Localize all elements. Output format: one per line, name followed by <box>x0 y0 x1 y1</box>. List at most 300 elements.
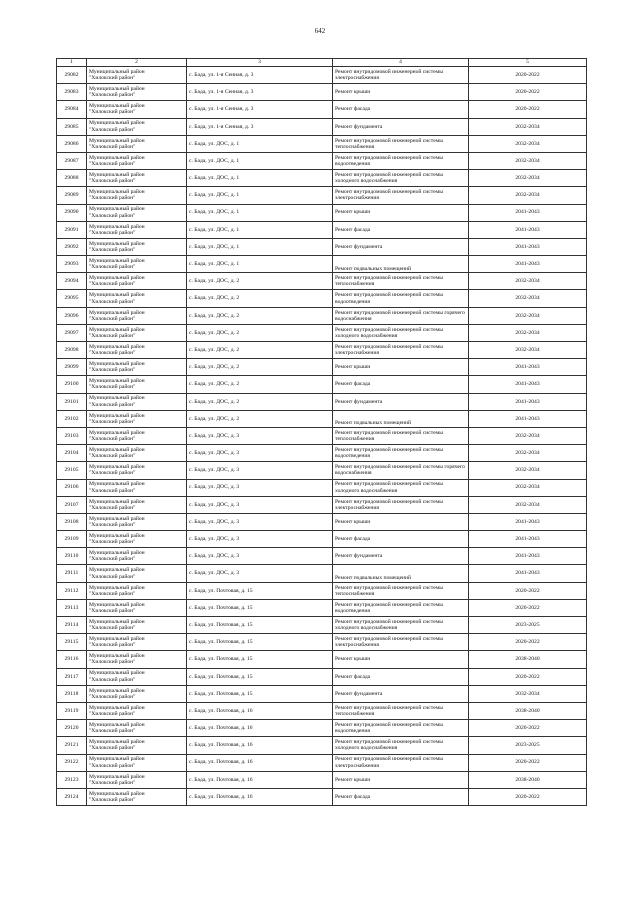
municipality-text: Муниципальный район "Хилокский район" <box>89 412 145 425</box>
period-cell <box>469 187 587 204</box>
column-header-5: 5 <box>469 59 587 67</box>
work-type-text: Ремонт внутридомовой инженерной системы водоотведения <box>335 447 443 460</box>
period-text: 2041-2043 <box>515 209 540 216</box>
address-text: с. Бада, ул. Почтовая, д. 16 <box>189 793 253 800</box>
municipality-text: Муниципальный район "Хилокский район" <box>89 137 145 150</box>
address-text: с. Бада, ул. Почтовая, д. 16 <box>189 776 253 783</box>
address-text: с. Бада, ул. ДОС, д. 1 <box>189 192 240 199</box>
address-cell <box>187 238 333 255</box>
row-number-text: 29123 <box>64 776 79 783</box>
table-row <box>57 187 587 204</box>
row-number-cell <box>57 273 87 290</box>
work-type-cell <box>333 445 469 462</box>
period-cell <box>469 238 587 255</box>
address-cell <box>187 548 333 565</box>
row-number-cell <box>57 427 87 444</box>
municipality-cell <box>87 479 187 496</box>
period-text: 2041-2043 <box>515 381 540 388</box>
period-text: 2020-2022 <box>515 89 540 96</box>
row-number-cell <box>57 204 87 221</box>
work-type-text: Ремонт внутридомовой инженерной системы теплоснабжения <box>335 275 443 288</box>
row-number-text: 29093 <box>64 261 79 268</box>
row-number-cell <box>57 307 87 324</box>
period-cell <box>469 170 587 187</box>
municipality-cell <box>87 67 187 84</box>
municipality-text: Муниципальный район "Хилокский район" <box>89 550 145 563</box>
row-number-text: 29119 <box>64 707 79 714</box>
row-number-text: 29109 <box>64 536 79 543</box>
table-row <box>57 410 587 427</box>
address-cell <box>187 256 333 273</box>
work-type-text: Ремонт фундамента <box>335 123 383 130</box>
period-text: 2032-2034 <box>515 123 540 130</box>
municipality-text: Муниципальный район "Хилокский район" <box>89 189 145 202</box>
work-type-cell <box>333 307 469 324</box>
row-number-text: 29117 <box>64 673 79 680</box>
row-number-cell <box>57 221 87 238</box>
work-type-text: Ремонт внутридомовой инженерной системы теплоснабжения <box>335 584 443 597</box>
row-number-cell <box>57 152 87 169</box>
municipality-text: Муниципальный район "Хилокский район" <box>89 481 145 494</box>
table-row <box>57 118 587 135</box>
address-cell <box>187 445 333 462</box>
address-cell <box>187 737 333 754</box>
address-text: с. Бада, ул. ДОС, д. 3 <box>189 501 240 508</box>
row-number-text: 29111 <box>64 570 79 577</box>
table-row <box>57 479 587 496</box>
period-cell <box>469 565 587 582</box>
address-cell <box>187 221 333 238</box>
address-cell <box>187 754 333 771</box>
work-type-cell <box>333 152 469 169</box>
period-text: 2041-2043 <box>515 518 540 525</box>
address-text: с. Бада, ул. ДОС, д. 2 <box>189 415 240 422</box>
municipality-text: Муниципальный район "Хилокский район" <box>89 790 145 803</box>
table-row <box>57 152 587 169</box>
municipality-text: Муниципальный район "Хилокский район" <box>89 653 145 666</box>
row-number-cell <box>57 256 87 273</box>
row-number-text: 29122 <box>64 759 79 766</box>
work-type-cell <box>333 427 469 444</box>
period-text: 2032-2034 <box>515 312 540 319</box>
period-cell <box>469 617 587 634</box>
period-cell <box>469 445 587 462</box>
address-cell <box>187 290 333 307</box>
address-text: с. Бада, ул. ДОС, д. 3 <box>189 484 240 491</box>
address-text: с. Бада, ул. Почтовая, д. 15 <box>189 656 253 663</box>
row-number-text: 29097 <box>64 329 79 336</box>
work-type-cell <box>333 393 469 410</box>
work-type-text: Ремонт внутридомовой инженерной системы водоотведения <box>335 154 443 168</box>
work-type-cell <box>333 376 469 393</box>
period-cell <box>469 273 587 290</box>
row-number-cell <box>57 376 87 393</box>
address-text: с. Бада, ул. ДОС, д. 1 <box>189 226 240 233</box>
work-type-text: Ремонт подвальных помещений <box>335 574 412 581</box>
work-type-text: Ремонт крыши <box>335 776 371 783</box>
municipality-cell <box>87 617 187 634</box>
row-number-text: 29120 <box>64 725 79 732</box>
period-cell <box>469 462 587 479</box>
municipality-text: Муниципальный район "Хилокский район" <box>89 464 145 477</box>
work-type-text: Ремонт внутридомовой инженерной системы теплоснабжения <box>335 704 443 718</box>
row-number-text: 29099 <box>64 364 79 371</box>
municipality-text: Муниципальный район "Хилокский район" <box>89 756 145 769</box>
address-cell <box>187 204 333 221</box>
work-type-text: Ремонт фасада <box>335 536 371 543</box>
period-text: 2032-2034 <box>515 278 540 285</box>
work-type-cell <box>333 634 469 651</box>
work-type-cell <box>333 788 469 805</box>
table-row <box>57 771 587 788</box>
period-cell <box>469 118 587 135</box>
work-type-text: Ремонт внутридомовой инженерной системы электроснабжения <box>335 636 443 649</box>
municipality-cell <box>87 135 187 152</box>
municipality-cell <box>87 685 187 702</box>
row-number-text: 29101 <box>64 398 79 405</box>
row-number-cell <box>57 668 87 685</box>
table-row <box>57 307 587 324</box>
work-type-cell <box>333 342 469 359</box>
period-cell <box>469 548 587 565</box>
table-row <box>57 462 587 479</box>
municipality-cell <box>87 410 187 427</box>
municipality-cell <box>87 427 187 444</box>
row-number-cell <box>57 634 87 651</box>
municipality-cell <box>87 256 187 273</box>
work-type-cell <box>333 548 469 565</box>
row-number-cell <box>57 737 87 754</box>
table-row <box>57 67 587 84</box>
work-type-text: Ремонт внутридомовой инженерной системы электроснабжения <box>335 343 443 357</box>
municipality-cell <box>87 531 187 548</box>
municipality-text: Муниципальный район "Хилокский район" <box>89 223 145 236</box>
work-type-text: Ремонт внутридомовой инженерной системы холодного водоснабжения <box>335 326 443 339</box>
address-cell <box>187 531 333 548</box>
row-number-text: 29096 <box>64 312 79 319</box>
municipality-text: Муниципальный район "Хилокский район" <box>89 670 145 683</box>
work-type-text: Ремонт внутридомовой инженерной системы водоотведения <box>335 601 443 614</box>
row-number-text: 29118 <box>64 690 79 697</box>
table-row <box>57 634 587 651</box>
period-cell <box>469 393 587 410</box>
row-number-cell <box>57 135 87 152</box>
table-row <box>57 582 587 599</box>
work-type-text: Ремонт внутридомовой инженерной системы горячего водоснабжения <box>335 464 465 477</box>
municipality-cell <box>87 462 187 479</box>
row-number-text: 29110 <box>64 553 79 560</box>
table-row <box>57 221 587 238</box>
municipality-text: Муниципальный район "Хилокский район" <box>89 275 145 288</box>
work-type-text: Ремонт крыши <box>335 656 371 663</box>
municipality-cell <box>87 342 187 359</box>
work-type-text: Ремонт крыши <box>335 89 371 96</box>
address-cell <box>187 273 333 290</box>
municipality-cell <box>87 221 187 238</box>
period-text: 2041-2043 <box>515 261 540 268</box>
row-number-cell <box>57 513 87 530</box>
period-text: 2032-2034 <box>515 175 540 182</box>
period-text: 2032-2034 <box>515 690 540 697</box>
period-text: 2032-2034 <box>515 329 540 336</box>
period-cell <box>469 290 587 307</box>
address-cell <box>187 170 333 187</box>
period-text: 2041-2043 <box>515 570 540 577</box>
row-number-text: 29091 <box>64 226 79 233</box>
work-type-cell <box>333 273 469 290</box>
municipality-text: Муниципальный район "Хилокский район" <box>89 567 145 580</box>
row-number-cell <box>57 582 87 599</box>
table-row <box>57 668 587 685</box>
work-type-text: Ремонт подвальных помещений <box>335 265 412 272</box>
municipality-text: Муниципальный район "Хилокский район" <box>89 722 145 735</box>
work-type-cell <box>333 651 469 668</box>
period-cell <box>469 685 587 702</box>
period-text: 2023-2025 <box>515 742 540 749</box>
table-row <box>57 737 587 754</box>
municipality-cell <box>87 668 187 685</box>
address-text: с. Бада, ул. ДОС, д. 3 <box>189 450 240 457</box>
work-type-cell <box>333 668 469 685</box>
work-type-cell <box>333 67 469 84</box>
address-text: с. Бада, ул. ДОС, д. 2 <box>189 381 240 388</box>
work-type-text: Ремонт внутридомовой инженерной системы горячего водоснабжения <box>335 309 465 322</box>
repair-schedule-table <box>56 58 587 806</box>
address-cell <box>187 685 333 702</box>
address-text: с. Бада, ул. Почтовая, д. 15 <box>189 639 253 646</box>
municipality-cell <box>87 513 187 530</box>
municipality-text: Муниципальный район "Хилокский район" <box>89 739 145 752</box>
municipality-text: Муниципальный район "Хилокский район" <box>89 120 145 133</box>
period-text: 2020-2022 <box>515 673 540 680</box>
municipality-cell <box>87 754 187 771</box>
row-number-cell <box>57 187 87 204</box>
municipality-cell <box>87 324 187 341</box>
table-row <box>57 565 587 582</box>
row-number-text: 29113 <box>64 604 79 611</box>
municipality-text: Муниципальный район "Хилокский район" <box>89 361 145 374</box>
row-number-text: 29107 <box>64 501 79 508</box>
period-cell <box>469 582 587 599</box>
municipality-text: Муниципальный район "Хилокский район" <box>89 704 145 718</box>
row-number-cell <box>57 771 87 788</box>
period-cell <box>469 496 587 513</box>
work-type-text: Ремонт фасада <box>335 673 371 680</box>
row-number-text: 29112 <box>64 587 79 594</box>
table-row <box>57 238 587 255</box>
municipality-cell <box>87 651 187 668</box>
row-number-text: 29100 <box>64 381 79 388</box>
period-text: 2041-2043 <box>515 243 540 250</box>
address-text: с. Бада, ул. 1-я Сенная, д. 3 <box>189 106 254 113</box>
row-number-cell <box>57 324 87 341</box>
address-cell <box>187 410 333 427</box>
address-cell <box>187 67 333 84</box>
row-number-text: 29114 <box>64 621 79 628</box>
period-text: 2041-2043 <box>515 364 540 371</box>
address-cell <box>187 101 333 118</box>
municipality-text: Муниципальный район "Хилокский район" <box>89 773 145 786</box>
period-text: 2032-2034 <box>515 295 540 302</box>
column-header-4: 4 <box>333 59 469 67</box>
address-text: с. Бада, ул. Почтовая, д. 16 <box>189 759 253 766</box>
row-number-cell <box>57 67 87 84</box>
work-type-cell <box>333 410 469 427</box>
period-text: 2032-2034 <box>515 192 540 199</box>
municipality-cell <box>87 170 187 187</box>
row-number-text: 29082 <box>64 71 79 78</box>
municipality-cell <box>87 634 187 651</box>
municipality-cell <box>87 771 187 788</box>
work-type-cell <box>333 496 469 513</box>
address-cell <box>187 342 333 359</box>
work-type-text: Ремонт внутридомовой инженерной системы электроснабжения <box>335 68 443 82</box>
period-cell <box>469 204 587 221</box>
period-text: 2020-2022 <box>515 759 540 766</box>
period-cell <box>469 376 587 393</box>
municipality-cell <box>87 393 187 410</box>
work-type-cell <box>333 479 469 496</box>
column-header-3: 3 <box>187 59 333 67</box>
table-row <box>57 324 587 341</box>
address-text: с. Бада, ул. Почтовая, д. 15 <box>189 604 253 611</box>
work-type-cell <box>333 513 469 530</box>
address-cell <box>187 393 333 410</box>
row-number-text: 29104 <box>64 450 79 457</box>
municipality-text: Муниципальный район "Хилокский район" <box>89 601 145 614</box>
table-row <box>57 393 587 410</box>
municipality-text: Муниципальный район "Хилокский район" <box>89 326 145 339</box>
table-body <box>57 67 587 806</box>
municipality-text: Муниципальный район "Хилокский район" <box>89 172 145 185</box>
period-cell <box>469 668 587 685</box>
address-cell <box>187 118 333 135</box>
address-cell <box>187 427 333 444</box>
municipality-text: Муниципальный район "Хилокский район" <box>89 309 145 322</box>
row-number-cell <box>57 101 87 118</box>
work-type-cell <box>333 170 469 187</box>
table-row <box>57 531 587 548</box>
work-type-text: Ремонт внутридомовой инженерной системы холодного водоснабжения <box>335 172 443 185</box>
address-text: с. Бада, ул. ДОС, д. 2 <box>189 295 240 302</box>
period-cell <box>469 256 587 273</box>
period-text: 2038-2040 <box>515 776 540 783</box>
period-text: 2038-2040 <box>515 656 540 663</box>
row-number-text: 29124 <box>64 793 79 800</box>
table-row <box>57 256 587 273</box>
period-cell <box>469 599 587 616</box>
work-type-text: Ремонт крыши <box>335 209 371 216</box>
municipality-cell <box>87 445 187 462</box>
work-type-text: Ремонт фасада <box>335 793 371 800</box>
address-text: с. Бада, ул. Почтовая, д. 16 <box>189 725 253 732</box>
work-type-text: Ремонт внутридомовой инженерной системы электроснабжения <box>335 756 443 769</box>
address-text: с. Бада, ул. ДОС, д. 1 <box>189 261 240 268</box>
address-cell <box>187 135 333 152</box>
municipality-text: Муниципальный район "Хилокский район" <box>89 86 145 99</box>
address-text: с. Бада, ул. Почтовая, д. 16 <box>189 707 253 714</box>
table-row <box>57 273 587 290</box>
row-number-cell <box>57 462 87 479</box>
work-type-cell <box>333 771 469 788</box>
municipality-text: Муниципальный район "Хилокский район" <box>89 292 145 305</box>
column-header-1: 1 <box>57 59 87 67</box>
address-cell <box>187 496 333 513</box>
work-type-cell <box>333 221 469 238</box>
work-type-text: Ремонт крыши <box>335 364 371 371</box>
municipality-cell <box>87 720 187 737</box>
work-type-cell <box>333 720 469 737</box>
work-type-text: Ремонт внутридомовой инженерной системы теплоснабжения <box>335 137 443 150</box>
address-text: с. Бада, ул. ДОС, д. 1 <box>189 175 240 182</box>
row-number-cell <box>57 170 87 187</box>
period-text: 2038-2040 <box>515 707 540 714</box>
row-number-cell <box>57 548 87 565</box>
work-type-text: Ремонт фасада <box>335 226 371 233</box>
row-number-text: 29087 <box>64 157 79 164</box>
municipality-cell <box>87 737 187 754</box>
municipality-cell <box>87 204 187 221</box>
address-cell <box>187 720 333 737</box>
row-number-cell <box>57 685 87 702</box>
municipality-text: Муниципальный район "Хилокский район" <box>89 498 145 511</box>
row-number-text: 29092 <box>64 243 79 250</box>
address-cell <box>187 376 333 393</box>
table-row <box>57 685 587 702</box>
work-type-text: Ремонт внутридомовой инженерной системы водоотведения <box>335 292 443 305</box>
period-text: 2041-2043 <box>515 553 540 560</box>
municipality-cell <box>87 359 187 376</box>
row-number-cell <box>57 599 87 616</box>
address-text: с. Бада, ул. ДОС, д. 1 <box>189 157 240 164</box>
work-type-text: Ремонт подвальных помещений <box>335 420 412 427</box>
municipality-text: Муниципальный район "Хилокский район" <box>89 532 145 546</box>
address-text: с. Бада, ул. 1-я Сенная, д. 3 <box>189 89 254 96</box>
address-cell <box>187 324 333 341</box>
municipality-text: Муниципальный район "Хилокский район" <box>89 429 145 443</box>
work-type-text: Ремонт внутридомовой инженерной системы электроснабжения <box>335 498 443 511</box>
table-row <box>57 617 587 634</box>
work-type-text: Ремонт крыши <box>335 518 371 525</box>
period-text: 2032-2034 <box>515 484 540 491</box>
table-row <box>57 359 587 376</box>
period-text: 2032-2034 <box>515 140 540 147</box>
period-cell <box>469 737 587 754</box>
row-number-cell <box>57 238 87 255</box>
municipality-cell <box>87 187 187 204</box>
table-row <box>57 135 587 152</box>
address-text: с. Бада, ул. 1-я Сенная, д. 3 <box>189 123 254 130</box>
address-cell <box>187 152 333 169</box>
period-cell <box>469 152 587 169</box>
row-number-text: 29094 <box>64 278 79 285</box>
row-number-text: 29108 <box>64 518 79 525</box>
row-number-text: 29115 <box>64 639 79 646</box>
row-number-text: 29084 <box>64 106 79 113</box>
municipality-text: Муниципальный район "Хилокский район" <box>89 636 145 649</box>
table-row <box>57 599 587 616</box>
work-type-cell <box>333 565 469 582</box>
address-cell <box>187 513 333 530</box>
period-text: 2032-2034 <box>515 467 540 474</box>
work-type-cell <box>333 754 469 771</box>
address-text: с. Бада, ул. Почтовая, д. 15 <box>189 673 253 680</box>
table-row <box>57 427 587 444</box>
table-row <box>57 702 587 719</box>
work-type-cell <box>333 290 469 307</box>
row-number-cell <box>57 754 87 771</box>
row-number-cell <box>57 720 87 737</box>
